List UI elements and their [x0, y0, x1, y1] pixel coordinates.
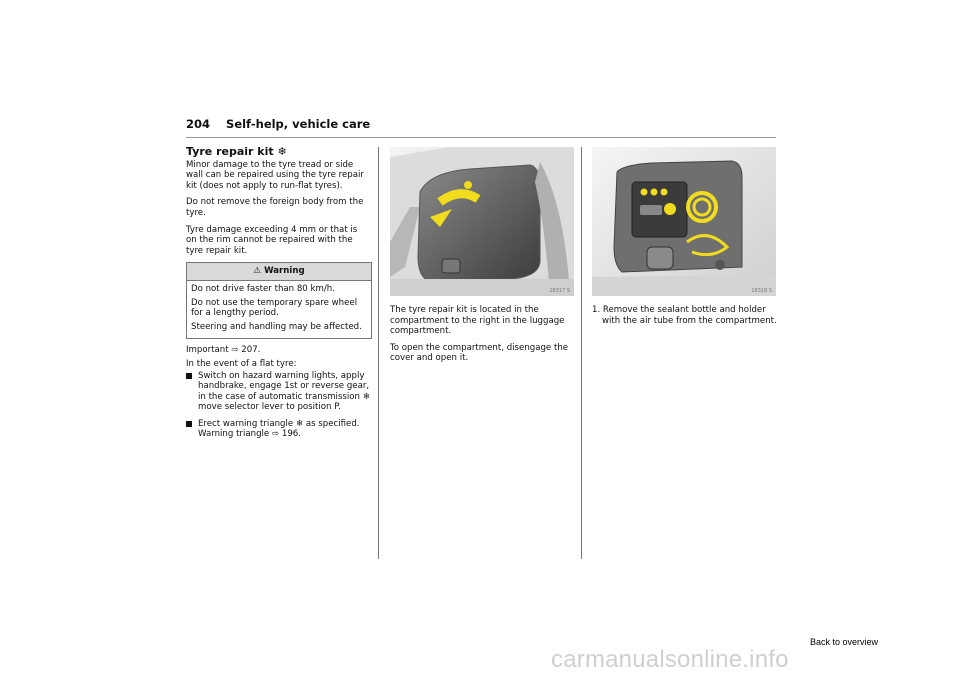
open-compartment-paragraph: To open the compartment, disengage the cover and open it. [390, 342, 569, 364]
back-to-overview-link[interactable]: Back to overview [810, 637, 879, 647]
header-rule [186, 137, 776, 138]
section-heading: Tyre repair kit ❄ [186, 145, 287, 158]
important-link[interactable]: Important ⇨ 207. [186, 345, 261, 356]
column-2 [390, 305, 574, 370]
column-3 [592, 305, 778, 332]
page-header [186, 117, 370, 131]
flat-tyre-intro: In the event of a flat tyre: [186, 358, 297, 369]
bullet-square-icon [186, 373, 192, 379]
column-divider-1 [378, 147, 379, 559]
intro-paragraph: Minor damage to the tyre tread or side wall can be repaired using the tyre repair kit (does not apply to run-flat tyres). [186, 159, 364, 191]
list-item-text: Switch on hazard warning lights, apply handbrake, engage 1st or reverse gear, in the case of automatic transmission ❄ move selector lever to position P. [198, 370, 370, 413]
image-code: 18317 S [549, 288, 570, 294]
watermark: carmanualsonline.info [551, 646, 789, 673]
damage-limit-paragraph: Tyre damage exceeding 4 mm or that is on the rim cannot be repaired with the tyre repair kit. [186, 224, 358, 256]
list-item [186, 419, 370, 440]
repair-kit-image [592, 147, 776, 296]
warning-line: Do not use the temporary spare wheel for a lengthy period. [191, 297, 358, 319]
location-paragraph: The tyre repair kit is located in the compartment to the right in the luggage compartment. [390, 305, 565, 337]
repair-kit-illustration [592, 147, 776, 296]
warning-box [186, 262, 372, 339]
bullet-square-icon [186, 421, 192, 427]
luggage-compartment-illustration [390, 147, 574, 296]
column-divider-2 [581, 147, 582, 559]
page-number: 204 [186, 117, 211, 131]
warning-line: Do not drive faster than 80 km/h. [191, 283, 335, 294]
warning-title: ⚠ Warning [187, 263, 371, 281]
luggage-compartment-image [390, 147, 574, 296]
list-item-text: Erect warning triangle ❄ as specified. Warning triangle ⇨ 196. [198, 418, 360, 440]
section-title: Self-help, vehicle care [226, 117, 371, 131]
warning-line: Steering and handling may be affected. [191, 321, 362, 332]
foreign-body-paragraph: Do not remove the foreign body from the tyre. [186, 197, 364, 218]
image-code: 18318 S [751, 288, 772, 294]
step-1: 1. Remove the sealant bottle and holder with the air tube from the compartment. [592, 305, 777, 326]
list-item [186, 371, 370, 413]
column-1 [186, 147, 370, 446]
